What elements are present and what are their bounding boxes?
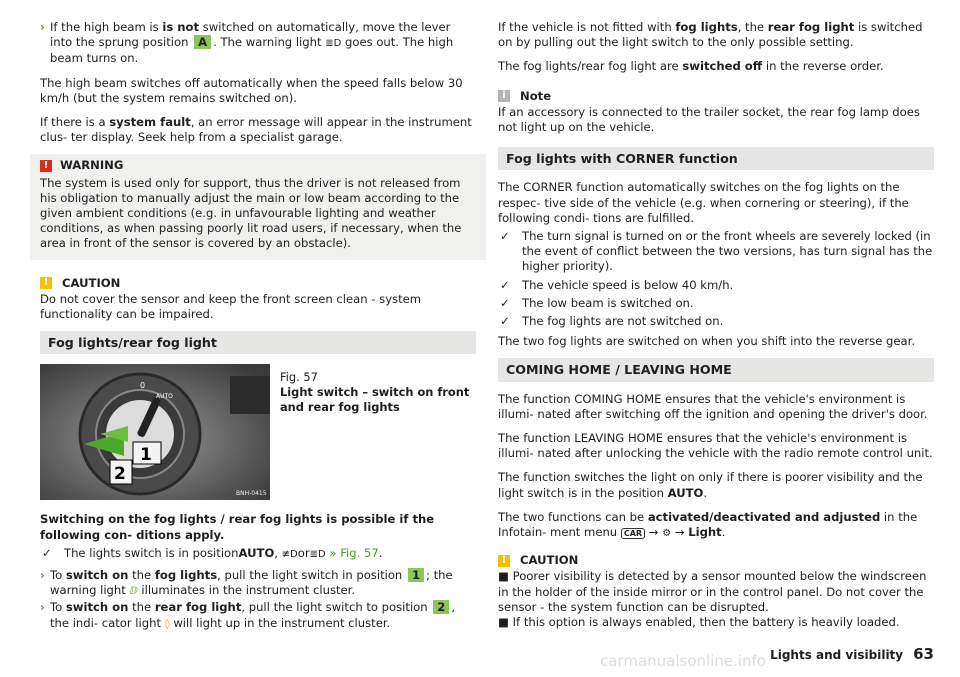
checkmark-icon: ✓ [500,277,510,292]
instruction-high-beam: › If the high beam is is not switched on automatically, move the lever into the sprung position A . The warning light ≣D goes out. The high beam turns on. [40,20,454,66]
watermark: carmanualsonline.info [600,652,766,670]
position-key-1: 1 [408,568,424,582]
low-beam-icon: ≣D [309,548,326,560]
arrow-bullet-icon: › [40,20,45,34]
light-switch-figure [40,364,270,500]
rear-fog-light-icon: ◊ [164,618,170,630]
caution-text: Do not cover the sensor and keep the front screen clean - system functionality can be impaired. [40,291,422,322]
checkmark-icon: ✓ [500,229,510,244]
corner-condition-item: ✓ The vehicle speed is below 40 km/h. [500,277,734,292]
caution-title: CAUTION [520,553,579,568]
corner-intro: The CORNER function automatically switches on the fog lights on the respec- tive side of the vehicle (e.g. when cornering or steering), if the following condi- tions are fulfilled. [498,180,909,225]
switch-label-0: 0 [140,381,146,391]
callout-1: 1 [140,445,152,466]
note-title: Note [520,88,552,103]
checkmark-icon: ✓ [500,314,510,329]
corner-condition-item: ✓ The low beam is switched on. [500,295,694,310]
high-beam-assist-icon: ≣D [325,38,342,50]
dipped-beam-icon: ≢D [281,548,298,560]
section-heading-fog-lights: Fog lights/rear fog light [40,331,476,354]
warning-box [30,154,486,259]
paragraph-switch-off: The fog lights/rear fog light are switched off in the reverse order. [498,59,884,74]
arrow-bullet-icon: › [40,600,45,615]
coming-home-text: The function COMING HOME ensures that the vehicle's environment is illumi- nated after switching off the ignition and opening the driver's door. [498,391,928,421]
section-heading-corner: Fog lights with CORNER function [498,147,934,170]
paragraph-no-fog-lights: If the vehicle is not fitted with fog lights, the rear fog light is switched on by pulling out the light switch to the only possible setting. [498,20,923,50]
caution-text-1: ■ Poorer visibility is detected by a sensor mounted below the windscreen in the holder of the inside mirror or in the control panel. Do not cover the sensor - the system function can be disrupted. [498,569,927,614]
left-column [40,20,476,641]
step-rear-fog-light: › To switch on the rear fog light, pull the light switch to position 2 , the indi- cator light ◊ will light up in the instrument cluster. [40,600,476,631]
paragraph-speed: The high beam switches off automatically when the speed falls below 30 km/h (but the system remains switched on). [40,75,463,105]
arrow-bullet-icon: › [40,568,45,583]
caution-title: CAUTION [62,275,121,290]
section-heading-coming-home: COMING HOME / LEAVING HOME [498,358,934,381]
warning-icon: ! [40,160,52,172]
caution-icon: ! [498,555,510,567]
page-footer [770,645,934,663]
figure-number: Fig. 57 [280,370,318,385]
caution-text-2: ■ If this option is always enabled, then the battery is heavily loaded. [498,615,900,630]
caution-icon: ! [40,277,52,289]
condition-item: ✓ The lights switch is in positionAUTO, ≢Dor≣D » Fig. 57. [40,546,476,562]
visibility-text: The function switches the light on only if there is poorer visibility and the light switch is in the position AUTO. [498,470,923,500]
infotainment-text: The two functions can be activated/deactivated and adjusted in the Infotain- ment menu CAR → ⚙ → Light. [498,510,934,541]
corner-condition-item: ✓ The fog lights are not switched on. [500,314,724,329]
switch-label-auto: AUTO [156,393,173,401]
figure-title: Light switch – switch on front and rear fog lights [280,385,470,415]
step-fog-lights: › To switch on the fog lights, pull the light switch in position 1 ; the warning light ⅅ illuminates in the instrument cluster. [40,568,476,599]
footer-chapter: Lights and visibility [770,648,904,662]
note-text: If an accessory is connected to the trailer socket, the rear fog lamp does not light up on the vehicle. [498,104,920,135]
conditions-intro: Switching on the fog lights / rear fog lights is possible if the following con- ditions apply. [40,512,435,542]
car-button-icon: CAR [621,528,645,539]
settings-gear-icon: ⚙ [662,528,672,540]
corner-condition-item: ✓ The turn signal is turned on or the front wheels are severely locked (in the event of conflict between the two versions, has turn signal has the higher priority). [500,229,933,274]
page-number: 63 [913,645,934,663]
checkmark-icon: ✓ [500,295,510,310]
right-column [498,20,934,639]
warning-text: The system is used only for support, thus the driver is not released from his obligation to manually adjust the main or low beam according to the given ambient conditions (e.g. in unfavourable lighting and weather conditions, as when passing poorly lit road users, if necessary, when the area in front of the sensor is covered by an obstacle). [40,175,462,251]
paragraph-fault: If there is a system fault, an error message will appear in the instrument clus- ter display. Seek help from a specialist garage. [40,115,472,145]
callout-2: 2 [114,464,126,485]
fog-light-warning-icon: ⅅ [129,586,138,598]
figure-57-link[interactable]: » Fig. 57 [325,545,379,560]
position-key-2: 2 [433,600,449,614]
checkmark-icon: ✓ [42,545,52,560]
figure-code: BNH-0415 [236,490,267,498]
light-switch-illustration [40,364,270,500]
figure-caption [280,364,476,500]
leaving-home-text: The function LEAVING HOME ensures that the vehicle's environment is illumi- nated after unlocking the vehicle with the radio remote control unit. [498,431,933,461]
figure-57 [40,364,476,500]
warning-title: WARNING [60,158,124,173]
note-icon: i [498,90,510,102]
corner-outro: The two fog lights are switched on when you shift into the reverse gear. [498,334,916,349]
position-key-a: A [194,35,211,49]
